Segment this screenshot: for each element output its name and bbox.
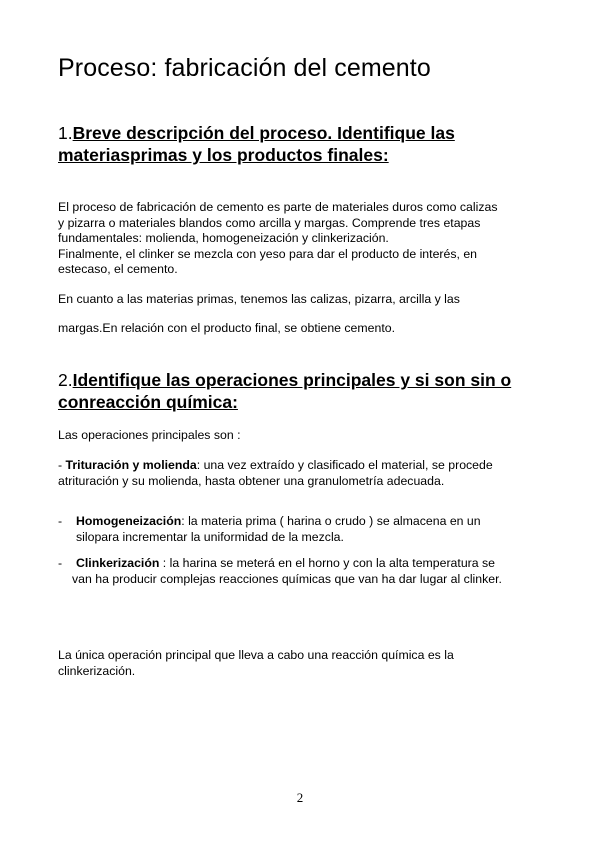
section2-heading-line1: Identifique las operaciones principales y si son sin o [72,370,512,390]
conclusion-line: La única operación principal que lleva a cabo una reacción química es la [58,648,454,662]
list-item-clinkerizacion [58,556,548,587]
conclusion-line: clinkerización. [58,663,136,678]
para1-line: estecaso, el cemento. [58,262,178,276]
para1-line: El proceso de fabricación de cemento es parte de materiales duros como calizas [58,200,498,214]
para1-line: fundamentales: molienda, homogeneización y clinkerización. [58,231,389,245]
list-item-text: : la materia prima ( harina o crudo ) se almacena en un [181,514,481,528]
section1-number: 1. [58,123,73,143]
section2-intro: Las operaciones principales son : [58,428,241,442]
section1-heading-line1: Breve descripción del proceso. Identifique las [72,123,455,143]
para1-line: Finalmente, el clinker se mezcla con yeso para dar el producto de interés, en [58,246,477,261]
section2-conclusion [58,648,544,679]
section1-heading-line2: materiasprimas y los productos finales: [58,145,389,165]
section2-heading [58,369,511,413]
list-dash: - [58,556,63,570]
list-item-text: van ha producir complejas reacciones químicas que van ha dar lugar al clinker. [72,571,502,586]
section1-paragraph1 [58,200,544,278]
list-item-text: silopara incrementar la uniformidad de la mezcla. [76,529,344,544]
section2-number: 2. [58,370,73,390]
para1-line: y pizarra o materiales blandos como arcilla y margas. Comprende tres etapas [58,215,481,230]
list-dash: - [58,514,63,528]
section1-paragraph3: margas.En relación con el producto final, se obtiene cemento. [58,321,395,335]
list-item-term: Homogeneización [76,514,182,528]
section2-heading-line2: conreacción química: [58,392,238,412]
list-item-term: Trituración y molienda [65,458,197,472]
section1-paragraph2: En cuanto a las materias primas, tenemos las calizas, pizarra, arcilla y las [58,292,460,306]
list-dash: - [58,458,63,472]
list-item-body [76,514,548,545]
list-item-text: : una vez extraído y clasificado el material, se procede [196,458,493,472]
section1-heading [58,122,455,166]
list-item-body [72,556,548,587]
list-item-text: atrituración y su molienda, hasta obtener una granulometría adecuada. [58,473,445,488]
list-item-trituracion [58,458,544,489]
page-number: 2 [296,790,304,805]
list-item-homogeneizacion [58,514,548,545]
list-item-text: : la harina se meterá en el horno y con la alta temperatura se [159,556,495,570]
page-title: Proceso: fabricación del cemento [58,54,431,82]
list-item-term: Clinkerización [76,556,160,570]
